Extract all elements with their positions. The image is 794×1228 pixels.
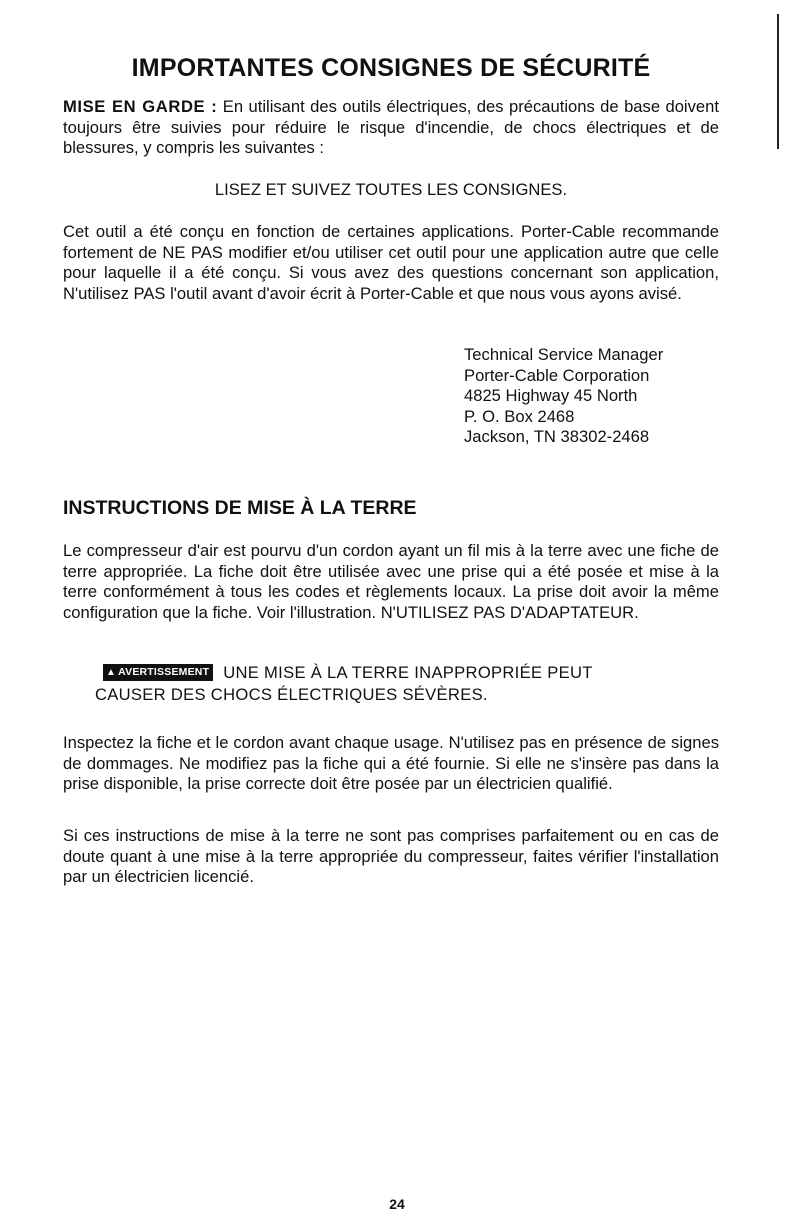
contact-address bbox=[464, 345, 724, 448]
grounding-paragraph-2: Inspectez la fiche et le cordon avant chaque usage. N'utilisez pas en présence de signes de dommages. Ne modifiez pas la fiche qui a été fournie. Si elle ne s'insère pas dans la prise disponible, la prise correcte doit être posée par un électricien qualifié. bbox=[63, 733, 719, 794]
design-paragraph: Cet outil a été conçu en fonction de certaines applications. Porter-Cable recommande fortement de NE PAS modifier et/ou utiliser cet outil pour une application autre que celle pour laquelle il a été conçu. Si vous avez des questions concernant son application, N'utilisez PAS l'outil avant d'avoir écrit à Porter-Cable et que nous vous ayons avisé. bbox=[63, 222, 719, 303]
grounding-warning bbox=[95, 662, 719, 706]
margin-rule bbox=[777, 14, 779, 149]
grounding-paragraph-3: Si ces instructions de mise à la terre ne sont pas comprises parfaitement ou en cas de doute quant à une mise à la terre appropriée du compresseur, faites vérifier l'installation par un électricien licencié. bbox=[63, 826, 719, 887]
warning-intro-lead: MISE EN GARDE : bbox=[63, 97, 218, 116]
address-line: Porter-Cable Corporation bbox=[464, 365, 650, 385]
grounding-paragraph-1: Le compresseur d'air est pourvu d'un cordon ayant un fil mis à la terre avec une fiche de terre appropriée. La fiche doit être utilisée avec une prise qui a été posée et mise à la terre conformément à tous les codes et règlements locaux. La prise doit avoir la même configuration que la fiche. Voir l'illustration. N'UTILISEZ PAS D'ADAPTATEUR. bbox=[63, 541, 719, 622]
address-line: 4825 Highway 45 North bbox=[464, 386, 638, 406]
warning-intro-paragraph bbox=[63, 97, 719, 159]
read-follow-instruction: LISEZ ET SUIVEZ TOUTES LES CONSIGNES. bbox=[214, 180, 568, 199]
badge-label: AVERTISSEMENT bbox=[118, 666, 210, 678]
address-line: P. O. Box 2468 bbox=[464, 406, 575, 426]
warning-intro-text: En utilisant des outils électriques, des précautions de base doivent toujours être suivies pour réduire le risque d'incendie, de chocs électriques et de blessures, y compris les suivantes : bbox=[63, 97, 719, 158]
warning-triangle-icon: ▲ bbox=[106, 667, 117, 678]
warning-text-1: UNE MISE À LA TERRE INAPPROPRIÉE PEUT bbox=[223, 663, 593, 682]
address-line: Technical Service Manager bbox=[464, 345, 664, 364]
grounding-heading: INSTRUCTIONS DE MISE À LA TERRE bbox=[63, 497, 417, 519]
page-number: 24 bbox=[389, 1196, 405, 1212]
avertissement-badge bbox=[103, 664, 213, 681]
warning-line-1 bbox=[103, 662, 719, 684]
address-line: Jackson, TN 38302-2468 bbox=[464, 427, 650, 447]
page-title: IMPORTANTES CONSIGNES DE SÉCURITÉ bbox=[131, 54, 651, 82]
warning-text-2: CAUSER DES CHOCS ÉLECTRIQUES SÉVÈRES. bbox=[95, 685, 488, 704]
